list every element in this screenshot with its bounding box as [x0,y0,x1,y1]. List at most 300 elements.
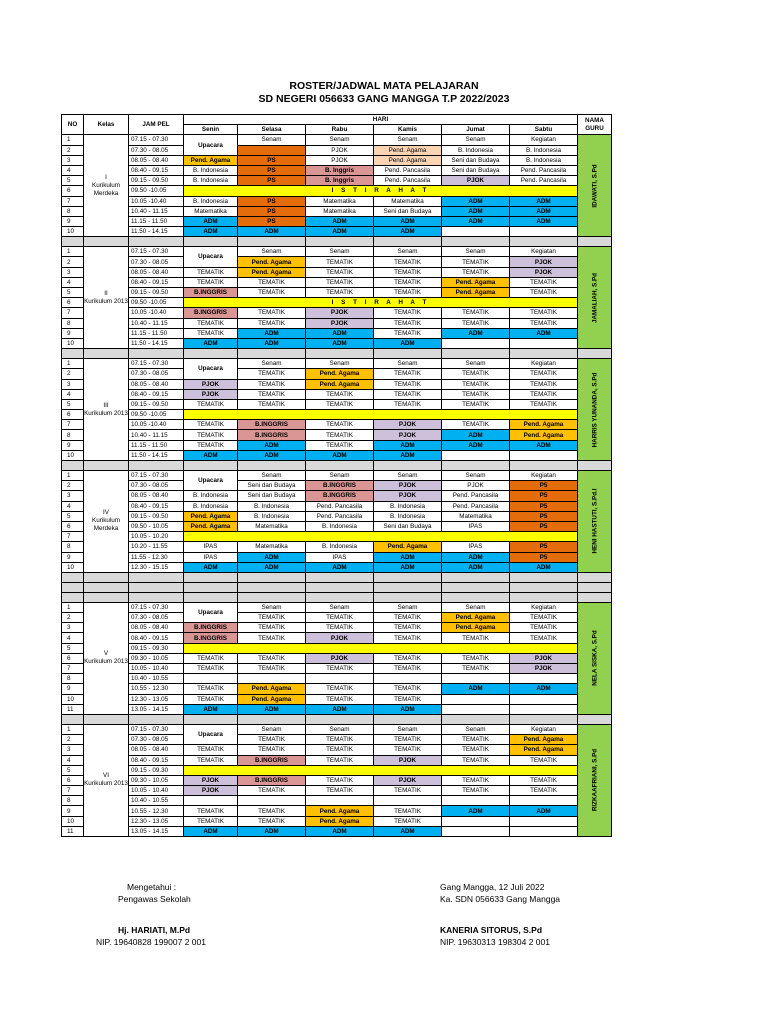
lesson-cell: B. Inggris [306,176,374,186]
lesson-cell: PJOK [374,755,442,765]
lesson-cell: TEMATIK [184,684,238,694]
guru-cell [578,724,612,836]
lesson-cell: TEMATIK [510,613,578,623]
lesson-cell: TEMATIK [238,806,306,816]
table-row [62,806,612,816]
mengetahui-label: Mengetahui : [127,882,177,892]
row-no: 7 [62,420,84,430]
lesson-cell: Matematika [442,511,510,521]
row-no: 6 [62,298,84,308]
row-jam: 11.55 - 12.30 [129,552,184,562]
lesson-cell: Pend. Agama [374,542,442,552]
lesson-cell: TEMATIK [238,816,306,826]
spacer-cell [84,572,129,582]
upacara-cell: Upacara [184,135,238,155]
header-day: Kamis [374,125,442,135]
spacer-cell [238,349,306,359]
table-row [62,399,612,409]
row-jam: 09.15 - 09.50 [129,288,184,298]
table-row [62,410,612,420]
row-jam: 10.05 - 10.40 [129,664,184,674]
row-jam: 13.05 - 14.15 [129,826,184,836]
spacer-cell [84,237,129,247]
spacer-cell [184,582,238,592]
lesson-cell: TEMATIK [442,745,510,755]
row-jam: 12.30 - 13.05 [129,816,184,826]
lesson-cell: Pend. Pancasila [510,176,578,186]
lesson-cell: Senam [306,135,374,145]
row-jam: 10.40 - 11.15 [129,430,184,440]
spacer-row [62,582,612,592]
row-no: 5 [62,511,84,521]
guru-cell [578,247,612,349]
table-row [62,186,612,196]
lesson-cell: PJOK [374,420,442,430]
table-row [62,135,612,145]
lesson-cell: Seni dan Budaya [238,481,306,491]
lesson-cell: Senam [442,135,510,145]
lesson-cell: TEMATIK [238,369,306,379]
lesson-cell: ADM [184,338,238,348]
lesson-cell: TEMATIK [510,755,578,765]
row-no: 2 [62,481,84,491]
lesson-cell: Senam [374,359,442,369]
upacara-cell: Upacara [184,724,238,744]
lesson-cell: Pend. Agama [442,613,510,623]
lesson-cell [238,796,306,806]
lesson-cell: TEMATIK [306,623,374,633]
row-no: 4 [62,165,84,175]
lesson-cell: Matematika [306,196,374,206]
lesson-cell: B. Indonesia [442,145,510,155]
row-no: 8 [62,430,84,440]
lesson-cell: ADM [442,430,510,440]
lesson-cell [306,796,374,806]
row-jam: 07.15 - 07.30 [129,135,184,145]
row-jam: 09.30 - 10.05 [129,775,184,785]
guru-name: NELA SISKA, S.Pd [591,630,598,687]
table-row [62,359,612,369]
lesson-cell: TEMATIK [374,257,442,267]
lesson-cell: Pend. Agama [510,420,578,430]
header-jam: JAM PEL [129,115,184,135]
row-jam: 10.40 - 10.55 [129,796,184,806]
lesson-cell: PJOK [184,775,238,785]
lesson-cell: B. Indonesia [238,501,306,511]
row-jam: 10.40 - 11.15 [129,206,184,216]
lesson-cell: B.INGGRIS [184,308,238,318]
lesson-cell: TEMATIK [184,664,238,674]
header-no: NO [62,115,84,135]
spacer-cell [374,237,442,247]
lesson-cell [442,826,510,836]
table-row [62,430,612,440]
lesson-cell: IPAS [184,542,238,552]
spacer-row [62,572,612,582]
row-jam: 09.15 - 09.50 [129,399,184,409]
table-row [62,664,612,674]
row-no: 4 [62,389,84,399]
table-row [62,501,612,511]
lesson-cell: PS [238,196,306,206]
table-row [62,562,612,572]
lesson-cell: Senam [306,247,374,257]
kelas-cell [84,724,129,836]
row-jam: 08.05 - 08.40 [129,745,184,755]
lesson-cell: TEMATIK [442,653,510,663]
lesson-cell: Pend. Pancasila [442,501,510,511]
lesson-cell: TEMATIK [238,399,306,409]
lesson-cell: Senam [238,247,306,257]
lesson-cell: Senam [442,247,510,257]
istirahat-cell [184,765,578,775]
table-row [62,247,612,257]
spacer-cell [578,349,612,359]
row-no: 3 [62,267,84,277]
table-row [62,684,612,694]
row-jam: 08.05 - 08.40 [129,267,184,277]
lesson-cell: P5 [510,521,578,531]
lesson-cell: ADM [306,562,374,572]
lesson-cell: PJOK [306,308,374,318]
lesson-cell: B.INGGRIS [238,755,306,765]
lesson-cell: B. Indonesia [374,511,442,521]
row-no: 9 [62,552,84,562]
row-jam: 10.05 -10.40 [129,420,184,430]
lesson-cell: TEMATIK [306,399,374,409]
lesson-cell: ADM [374,704,442,714]
lesson-cell: PJOK [374,481,442,491]
row-jam: 08.40 - 09.15 [129,389,184,399]
row-no: 1 [62,135,84,145]
lesson-cell [510,450,578,460]
guru-name: HARRIS YUNANDA, S.Pd [591,372,598,447]
row-jam: 09.15 - 09.50 [129,511,184,521]
row-jam: 11.15 - 11.50 [129,440,184,450]
row-jam: 07.15 - 07.30 [129,724,184,734]
lesson-cell: TEMATIK [184,806,238,816]
row-jam: 07.30 - 08.05 [129,145,184,155]
lesson-cell: TEMATIK [306,664,374,674]
row-jam: 11.15 - 11.50 [129,328,184,338]
lesson-cell [374,796,442,806]
lesson-cell: ADM [184,562,238,572]
lesson-cell: Pend. Agama [238,694,306,704]
spacer-cell [510,582,578,592]
kelas-label: IV [103,509,109,517]
lesson-cell: TEMATIK [442,308,510,318]
lesson-cell: Seni dan Budaya [374,206,442,216]
lesson-cell: Seni dan Budaya [374,521,442,531]
page-title-line1: ROSTER/JADWAL MATA PELAJARAN [289,80,479,92]
row-no: 6 [62,521,84,531]
lesson-cell: ADM [442,806,510,816]
row-jam: 09.30 - 10.05 [129,653,184,663]
lesson-cell: B.INGGRIS [184,288,238,298]
lesson-cell: Pend. Agama [238,267,306,277]
lesson-cell: TEMATIK [442,633,510,643]
lesson-cell: ADM [238,328,306,338]
lesson-cell: TEMATIK [510,369,578,379]
lesson-cell: B. Indonesia [306,521,374,531]
row-jam: 07.30 - 08.05 [129,369,184,379]
row-jam: 07.15 - 07.30 [129,471,184,481]
spacer-cell [62,237,84,247]
lesson-cell: Pend. Agama [306,806,374,816]
guru-name: IDAWATI, S.Pd [591,164,598,208]
spacer-cell [578,714,612,724]
lesson-cell: PS [238,165,306,175]
lesson-cell: TEMATIK [238,318,306,328]
lesson-cell: TEMATIK [184,430,238,440]
spacer-cell [306,349,374,359]
row-no: 5 [62,765,84,775]
lesson-cell: Pend. Agama [184,511,238,521]
row-jam: 09.50 -10.05 [129,186,184,196]
kelas-cell [84,359,129,461]
lesson-cell: TEMATIK [510,633,578,643]
row-jam: 11.50 - 14.15 [129,338,184,348]
pengawas-nip: NIP. 19640828 199007 2 001 [96,937,206,947]
lesson-cell: TEMATIK [306,277,374,287]
lesson-cell: TEMATIK [374,389,442,399]
lesson-cell: Kegiatan [510,359,578,369]
row-jam: 07.30 - 08.05 [129,613,184,623]
lesson-cell: TEMATIK [374,735,442,745]
kurikulum-label: Kurikulum Merdeka [92,181,120,197]
lesson-cell: TEMATIK [374,806,442,816]
row-jam: 11.50 - 14.15 [129,450,184,460]
lesson-cell: TEMATIK [306,430,374,440]
lesson-cell: TEMATIK [442,257,510,267]
istirahat-cell [184,532,578,542]
lesson-cell: Pend. Agama [238,257,306,267]
row-no: 8 [62,796,84,806]
table-row [62,775,612,785]
lesson-cell: TEMATIK [306,684,374,694]
lesson-cell [184,674,238,684]
lesson-cell: Matematika [306,206,374,216]
lesson-cell: TEMATIK [442,267,510,277]
lesson-cell: B. Indonesia [184,501,238,511]
lesson-cell: PS [238,216,306,226]
lesson-cell: TEMATIK [374,277,442,287]
lesson-cell: TEMATIK [306,694,374,704]
spacer-row [62,714,612,724]
lesson-cell [238,674,306,684]
lesson-cell: Senam [442,359,510,369]
row-no: 11 [62,826,84,836]
row-no: 3 [62,745,84,755]
table-row [62,745,612,755]
lesson-cell [510,338,578,348]
lesson-cell: TEMATIK [238,389,306,399]
table-row [62,328,612,338]
lesson-cell: TEMATIK [238,745,306,755]
lesson-cell [238,145,306,155]
spacer-cell [578,461,612,471]
row-jam: 07.15 - 07.30 [129,247,184,257]
lesson-cell: TEMATIK [184,745,238,755]
lesson-cell: B.INGGRIS [238,420,306,430]
lesson-cell [442,796,510,806]
row-jam: 08.05 - 08.40 [129,155,184,165]
lesson-cell: Senam [306,471,374,481]
lesson-cell: TEMATIK [374,308,442,318]
spacer-cell [238,592,306,602]
lesson-cell: Matematika [184,206,238,216]
lesson-cell: PJOK [306,633,374,643]
lesson-cell [510,826,578,836]
lesson-cell: Senam [374,471,442,481]
table-row [62,176,612,186]
lesson-cell: Pend. Agama [306,816,374,826]
row-no: 5 [62,643,84,653]
lesson-cell: ADM [238,704,306,714]
table-row [62,826,612,836]
guru-cell [578,471,612,573]
istirahat-cell: I S T I R A H A T [184,298,578,308]
lesson-cell: PJOK [374,775,442,785]
guru-name: JAMALIAH, S.Pd [591,272,598,323]
header-guru: NAMA GURU [578,115,612,135]
row-jam: 07.15 - 07.30 [129,602,184,612]
spacer-row [62,461,612,471]
row-no: 3 [62,491,84,501]
row-jam: 10.55 - 12.30 [129,684,184,694]
kelas-label: III [103,401,109,409]
spacer-cell [129,349,184,359]
table-row [62,521,612,531]
row-jam: 07.30 - 08.05 [129,481,184,491]
lesson-cell: P5 [510,501,578,511]
lesson-cell: Senam [306,602,374,612]
lesson-cell: TEMATIK [184,694,238,704]
lesson-cell: B.INGGRIS [238,430,306,440]
row-jam: 10.40 - 11.15 [129,318,184,328]
table-row [62,196,612,206]
spacer-row [62,349,612,359]
lesson-cell: ADM [510,206,578,216]
guru-cell [578,135,612,237]
lesson-cell: Pend. Agama [374,155,442,165]
table-row [62,816,612,826]
lesson-cell: ADM [238,450,306,460]
spacer-cell [442,714,510,724]
row-no: 4 [62,277,84,287]
lesson-cell [510,694,578,704]
lesson-cell: ADM [510,196,578,206]
kurikulum-label: Kurikulum 2013 [84,658,128,666]
row-jam: 08.05 - 08.40 [129,379,184,389]
lesson-cell: PJOK [374,491,442,501]
lesson-cell: TEMATIK [510,379,578,389]
lesson-cell: ADM [238,562,306,572]
lesson-cell: PS [238,176,306,186]
lesson-cell: P5 [510,511,578,521]
lesson-cell: Seni dan Budaya [238,491,306,501]
lesson-cell [510,227,578,237]
table-row [62,735,612,745]
kepsek-name: KANERIA SITORUS, S.Pd [440,925,543,935]
lesson-cell: ADM [374,562,442,572]
lesson-cell: ADM [510,440,578,450]
row-no: 1 [62,724,84,734]
lesson-cell: ADM [442,562,510,572]
header-day: Selasa [238,125,306,135]
row-jam: 10.05 -10.40 [129,308,184,318]
lesson-cell: B. Indonesia [510,155,578,165]
lesson-cell: TEMATIK [374,613,442,623]
lesson-cell: B. Indonesia [184,196,238,206]
lesson-cell: B. Indonesia [374,501,442,511]
lesson-cell [510,674,578,684]
lesson-cell: TEMATIK [306,440,374,450]
row-no: 1 [62,471,84,481]
header-day: Jumat [442,125,510,135]
spacer-cell [62,714,84,724]
table-row [62,602,612,612]
lesson-cell: ADM [510,328,578,338]
lesson-cell: Seni dan Budaya [442,165,510,175]
row-no: 9 [62,216,84,226]
table-row [62,389,612,399]
lesson-cell: TEMATIK [184,328,238,338]
row-jam: 07.30 - 08.05 [129,257,184,267]
lesson-cell: ADM [238,227,306,237]
spacer-cell [510,592,578,602]
lesson-cell: Pend. Agama [442,277,510,287]
lesson-cell: TEMATIK [374,684,442,694]
lesson-cell: ADM [442,216,510,226]
lesson-cell: TEMATIK [442,664,510,674]
guru-cell [578,359,612,461]
lesson-cell: B.INGGRIS [306,491,374,501]
row-no: 6 [62,186,84,196]
lesson-cell: TEMATIK [306,267,374,277]
lesson-cell: Senam [306,724,374,734]
lesson-cell: TEMATIK [510,775,578,785]
spacer-cell [442,461,510,471]
spacer-cell [84,592,129,602]
lesson-cell: Kegiatan [510,724,578,734]
row-jam: 12.30 - 15.15 [129,562,184,572]
lesson-cell: ADM [184,704,238,714]
lesson-cell: IPAS [306,552,374,562]
lesson-cell: TEMATIK [374,816,442,826]
spacer-cell [578,572,612,582]
spacer-cell [129,237,184,247]
table-row [62,440,612,450]
lesson-cell [442,227,510,237]
lesson-cell: TEMATIK [306,613,374,623]
lesson-cell: TEMATIK [374,786,442,796]
lesson-cell: ADM [442,206,510,216]
lesson-cell [510,704,578,714]
spacer-cell [84,461,129,471]
row-jam: 10.40 - 10.55 [129,674,184,684]
lesson-cell [510,796,578,806]
lesson-cell [442,674,510,684]
lesson-cell: Senam [442,602,510,612]
lesson-cell: TEMATIK [238,664,306,674]
spacer-row [62,237,612,247]
lesson-cell [374,674,442,684]
lesson-cell: TEMATIK [184,440,238,450]
kurikulum-label: Kurikulum 2013 [84,409,128,417]
lesson-cell: TEMATIK [238,735,306,745]
place-date: Gang Mangga, 12 Juli 2022 [440,882,545,892]
